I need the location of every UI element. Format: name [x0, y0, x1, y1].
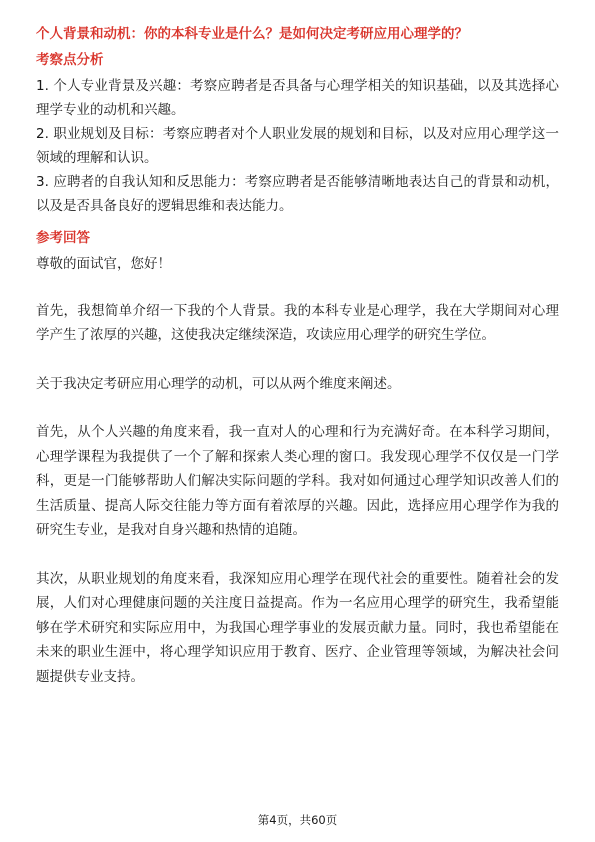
- page-number: 第4页，共60页: [257, 813, 338, 827]
- answer-paragraph-background: 首先，我想简单介绍一下我的个人背景。我的本科专业是心理学，我在大学期间对心理学产生了浓厚的兴趣，这使我决定继续深造，攻读应用心理学的研究生学位。: [36, 302, 559, 343]
- answer-greeting: 尊敬的面试官，您好！: [36, 256, 171, 272]
- document-page: [36, 24, 559, 713]
- answer-paragraph-career: 其次，从职业规划的角度来看，我深知应用心理学在现代社会的重要性。随着社会的发展，人们对心理健康问题的关注度日益提高。作为一名应用心理学的研究生，我希望能够在学术研究和实际应用中，为我国心理学事业的发展贡献力量。同时，我也希望能在未来的职业生涯中，将心理学知识应用于教育、医疗、企业管理等领域，为解决社会问题提供专业支持。: [36, 570, 559, 685]
- answer-heading: 参考回答: [36, 230, 90, 246]
- analysis-item-1: 1. 个人专业背景及兴趣：考察应聘者是否具备与心理学相关的知识基础，以及其选择心理学专业的动机和兴趣。: [36, 78, 559, 118]
- analysis-heading: 考察点分析: [36, 52, 104, 68]
- answer-paragraph-motivation-intro: 关于我决定考研应用心理学的动机，可以从两个维度来阐述。: [36, 375, 401, 392]
- question-title: 个人背景和动机：你的本科专业是什么？是如何决定考研应用心理学的？: [36, 26, 468, 42]
- analysis-item-2: 2. 职业规划及目标：考察应聘者对个人职业发展的规划和目标，以及对应用心理学这一领域的理解和认识。: [36, 126, 559, 166]
- analysis-item-3: 3. 应聘者的自我认知和反思能力：考察应聘者是否能够清晰地表达自己的背景和动机，以及是否具备良好的逻辑思维和表达能力。: [36, 174, 559, 214]
- answer-paragraph-interest: 首先，从个人兴趣的角度来看，我一直对人的心理和行为充满好奇。在本科学习期间，心理学课程为我提供了一个了解和探索人类心理的窗口。我发现心理学不仅仅是一门学科，更是一门能够帮助人们解决实际问题的学科。我对如何通过心理学知识改善人们的生活质量、提高人际交往能力等方面有着浓厚的兴趣。因此，选择应用心理学作为我的研究生专业，是我对自身兴趣和热情的追随。: [36, 424, 559, 538]
